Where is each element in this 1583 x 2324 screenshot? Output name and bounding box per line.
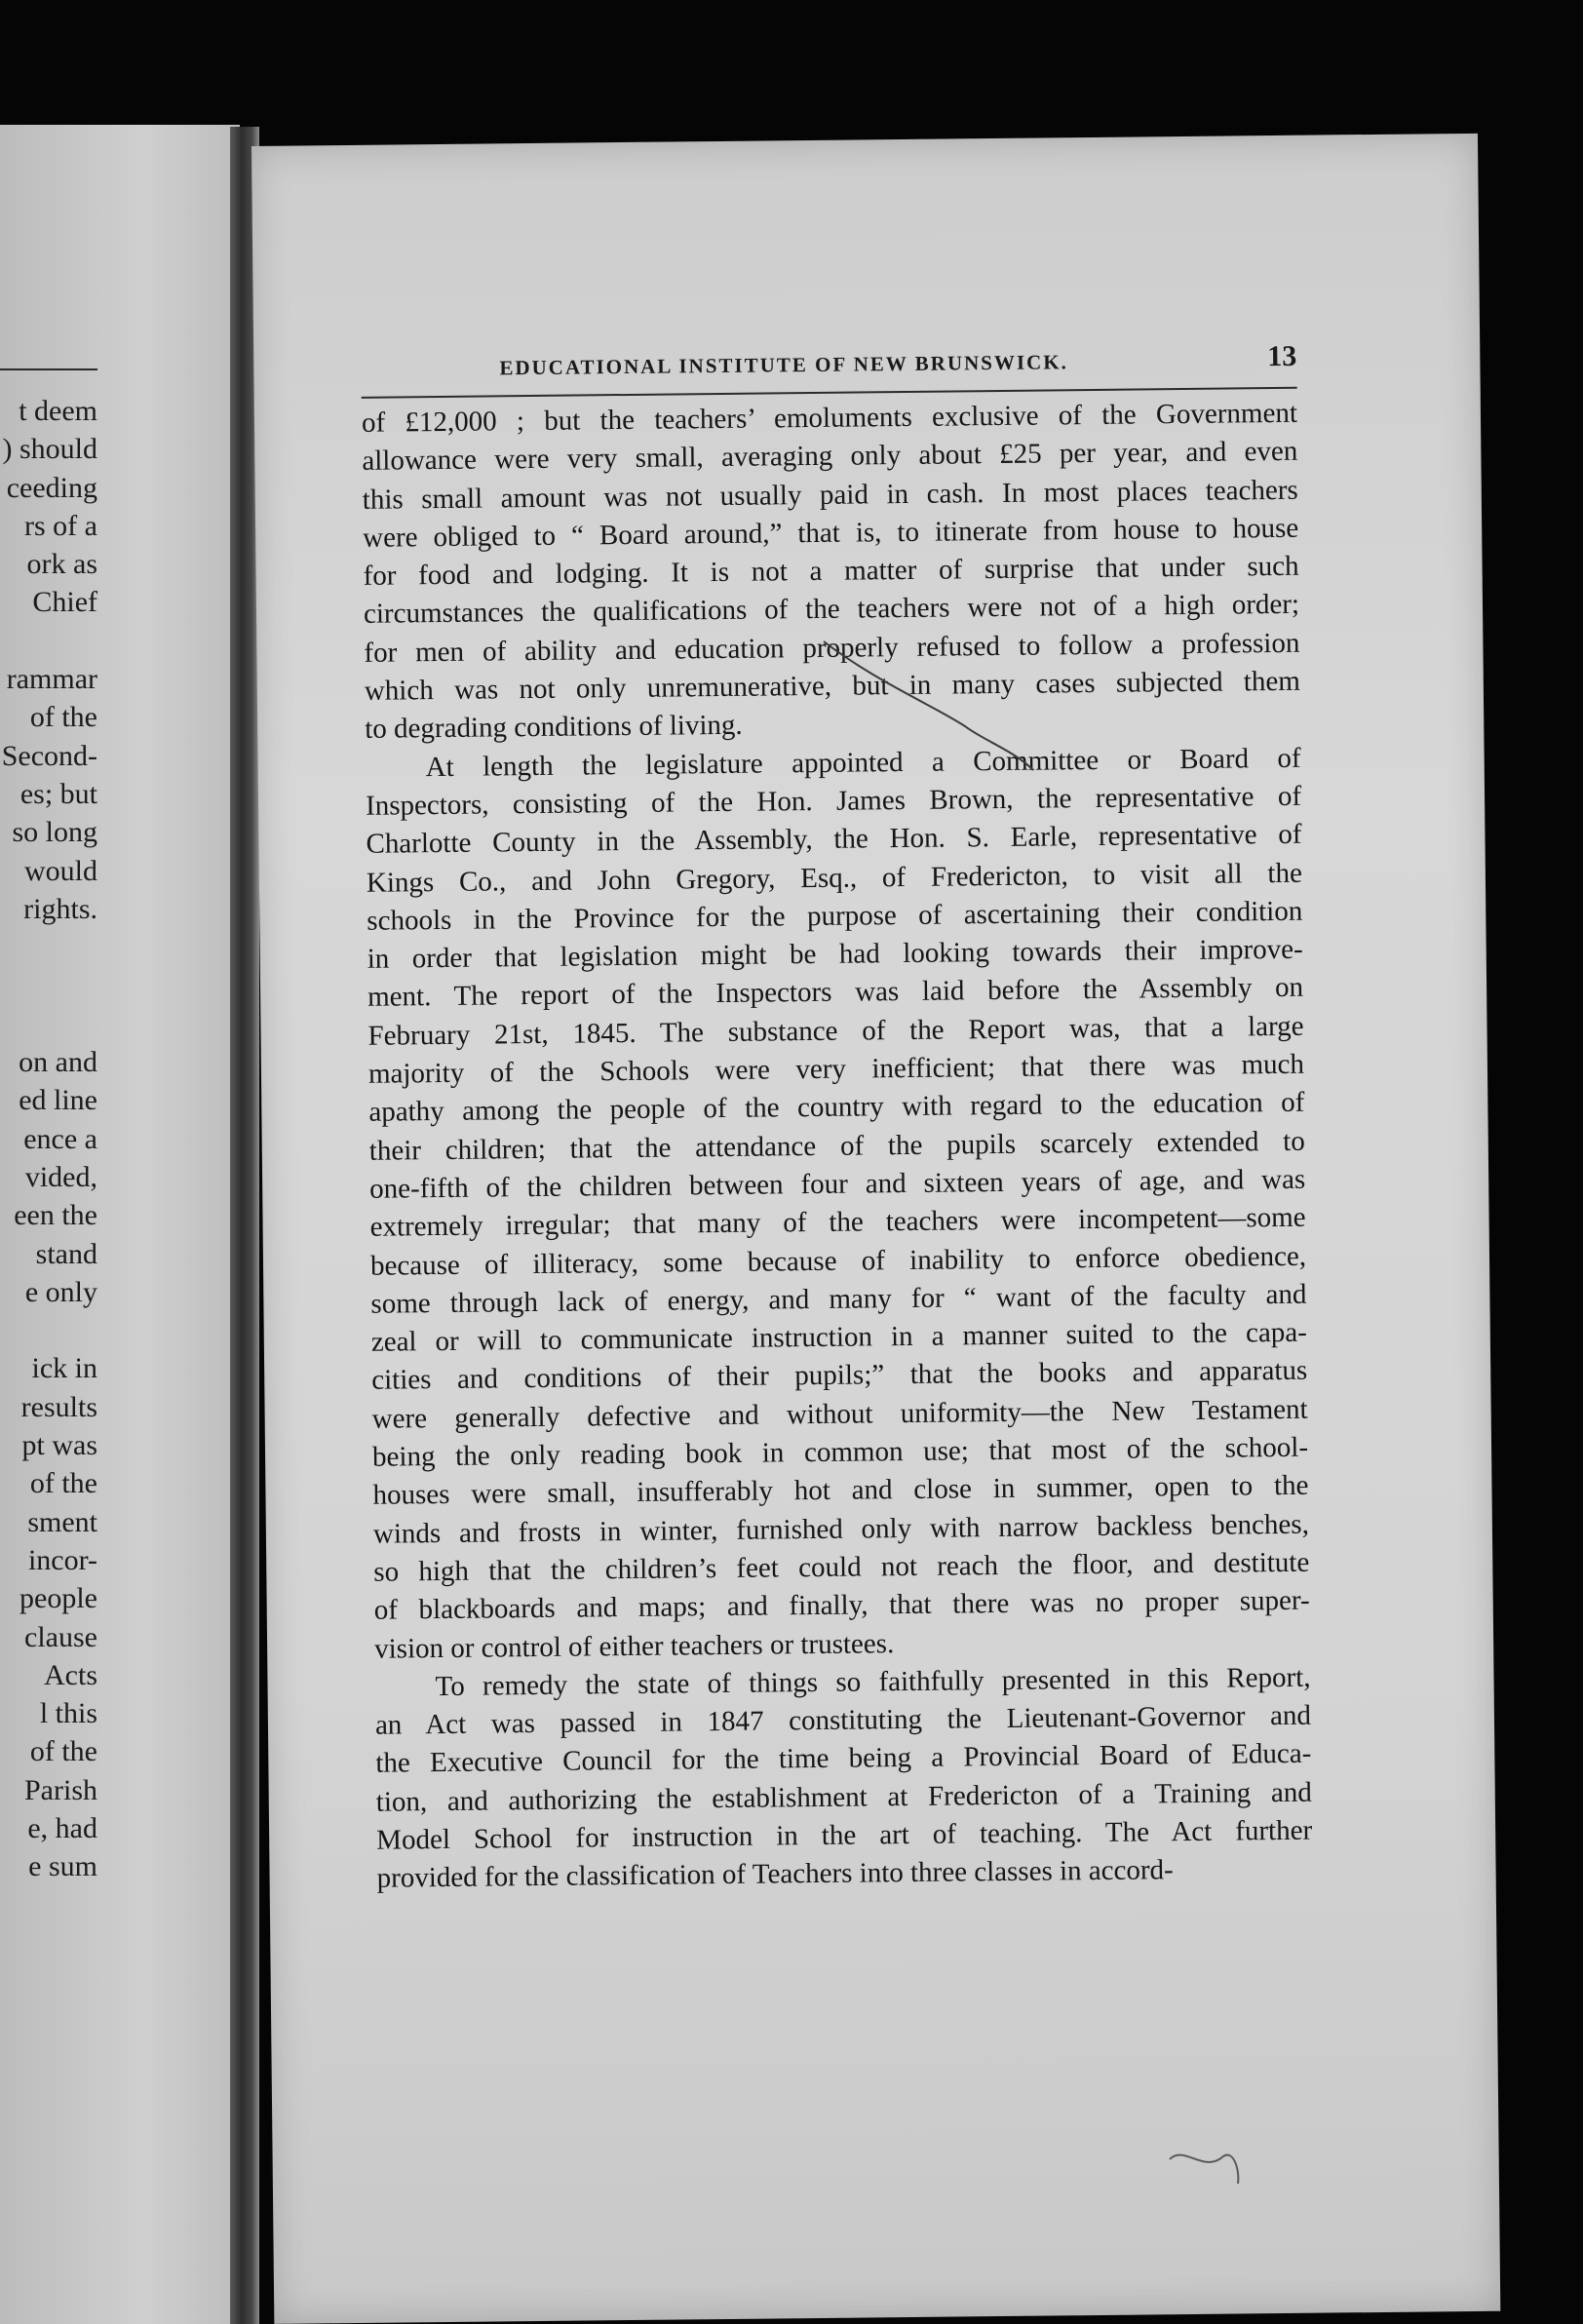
left-page-line: Chief <box>32 586 97 619</box>
body-line: tion, and authorizing the establishment at Fredericton of a Training and <box>375 1776 1312 1818</box>
body-line: allowance were very small, averaging only about £25 per year, and even <box>362 436 1298 478</box>
body-line: one-fifth of the children between four and sixteen years of age, and was <box>369 1163 1306 1205</box>
left-page-line: e only <box>24 1275 97 1308</box>
left-page-line: ence a <box>23 1122 97 1155</box>
body-line: because of illiteracy, some because of inability to enforce obedience, <box>369 1240 1307 1282</box>
body-line: an Act was passed in 1847 constituting the Lieutenant-Governor and <box>374 1699 1312 1741</box>
body-line: their children; that the attendance of the pupils scarcely extended to <box>368 1125 1305 1167</box>
left-page-header-rule <box>0 368 97 370</box>
left-page-line: so long <box>12 816 97 849</box>
body-line: so high that the children’s feet could not reach the floor, and destitute <box>373 1546 1310 1588</box>
body-line: in order that legislation might be had looking towards their improve- <box>367 933 1303 975</box>
left-page-line: stand <box>35 1237 97 1270</box>
body-line: ment. The report of the Inspectors was laid before the Assembly on <box>367 972 1304 1014</box>
left-page-line: ick in <box>31 1352 97 1385</box>
left-page-line: on and <box>19 1046 97 1079</box>
left-page-line: rs of a <box>24 509 97 542</box>
page-number: 13 <box>1267 339 1297 373</box>
left-page-line: ceeding <box>6 471 97 504</box>
left-page-line: Acts <box>44 1658 97 1691</box>
body-line: of £12,000 ; but the teachers’ emoluments exclusive of the Government <box>361 397 1298 439</box>
body-line: vision or control of either teachers or trustees. <box>373 1627 895 1665</box>
body-line: extremely irregular; that many of the teachers were incompetent—some <box>369 1201 1306 1244</box>
left-page-line <box>0 966 97 1004</box>
page-content <box>361 340 1313 1899</box>
left-page-line <box>0 622 97 660</box>
body-line: To remedy the state of things so faithfully presented in this Report, <box>435 1661 1311 1702</box>
left-page-line <box>0 1311 97 1349</box>
body-line: of blackboards and maps; and finally, that there was no proper super- <box>373 1584 1310 1626</box>
left-page-line <box>0 1005 97 1043</box>
left-page-line: e sum <box>28 1850 97 1883</box>
left-page-line: ed line <box>19 1084 97 1117</box>
left-page-line: l this <box>39 1697 97 1730</box>
body-line: provided for the classification of Teachers into three classes in accord- <box>376 1854 1174 1895</box>
body-line: Kings Co., and John Gregory, Esq., of Fredericton, to visit all the <box>366 857 1303 899</box>
left-page-line: vided, <box>24 1160 97 1193</box>
body-line: Charlotte County in the Assembly, the Hon. S. Earle, representative of <box>366 819 1302 861</box>
body-line: Model School for instruction in the art of teaching. The Act further <box>376 1814 1313 1856</box>
left-page-text <box>0 392 97 1886</box>
body-line: this small amount was not usually paid in cash. In most places teachers <box>362 474 1298 516</box>
running-head <box>361 340 1296 393</box>
left-page-line: Parish <box>24 1773 97 1806</box>
body-line: majority of the Schools were very inefficient; that there was much <box>367 1048 1305 1090</box>
left-page-line: sment <box>27 1505 97 1538</box>
left-page-line: clause <box>24 1620 97 1653</box>
left-page-line: would <box>24 854 97 887</box>
body-line: were generally defective and without uniformity—the New Testament <box>371 1393 1308 1435</box>
body-line: February 21st, 1845. The substance of the Report was, that a large <box>367 1010 1304 1052</box>
left-page-line: e, had <box>27 1811 97 1844</box>
body-line: winds and frosts in winter, furnished only with narrow backless benches, <box>372 1508 1310 1550</box>
body-line: cities and conditions of their pupils;” that the books and apparatus <box>371 1355 1308 1397</box>
left-page-line: of the <box>29 1467 97 1500</box>
body-line: which was not only unremunerative, but in many cases subjected them <box>364 665 1300 707</box>
body-line: zeal or will to communicate instruction in a manner suited to the capa- <box>370 1316 1307 1358</box>
body-line: some through lack of energy, and many for “ want of the faculty and <box>370 1278 1307 1320</box>
left-page-line: pt was <box>21 1429 97 1462</box>
left-page-line: people <box>19 1582 97 1615</box>
body-line: houses were small, insufferably hot and close in summer, open to the <box>372 1470 1309 1512</box>
body-line: the Executive Council for the time being a Provincial Board of Educa- <box>375 1738 1312 1780</box>
body-line: apathy among the people of the country with regard to the education of <box>368 1087 1305 1129</box>
body-text <box>362 395 1313 1899</box>
left-page-line: es; but <box>19 777 97 810</box>
body-line: Inspectors, consisting of the Hon. James Brown, the representative of <box>365 780 1302 822</box>
right-page <box>251 134 1500 2324</box>
left-page-line: rights. <box>23 892 97 925</box>
left-page-line: rammar <box>6 663 97 696</box>
body-line: for men of ability and education properly refused to follow a profession <box>364 627 1300 669</box>
body-line: for food and lodging. It is not a matter of surprise that under such <box>363 550 1299 593</box>
body-line: At length the legislature appointed a Committee or Board of <box>425 742 1301 783</box>
left-page-line <box>0 928 97 966</box>
left-page-line: of the <box>29 701 97 734</box>
body-line: to degrading conditions of living. <box>365 710 743 746</box>
left-page-line: Second- <box>1 739 97 772</box>
body-line: being the only reading book in common use; that most of the school- <box>371 1431 1309 1473</box>
left-page-line: results <box>20 1390 97 1423</box>
body-line: were obliged to “ Board around,” that is, to itinerate from house to house <box>363 512 1299 554</box>
running-title: EDUCATIONAL INSTITUTE OF NEW BRUNSWICK. <box>499 350 1068 380</box>
left-page-line: incor- <box>27 1543 97 1576</box>
left-page-line: of the <box>29 1735 97 1768</box>
left-page-line: ) should <box>2 433 97 466</box>
body-line: circumstances the qualifications of the teachers were not of a high order; <box>363 589 1300 631</box>
left-page-line: een the <box>14 1199 97 1232</box>
left-page-line: t deem <box>19 395 97 427</box>
body-line: schools in the Province for the purpose of ascertaining their condition <box>367 895 1303 937</box>
left-page-line: ork as <box>26 548 97 581</box>
